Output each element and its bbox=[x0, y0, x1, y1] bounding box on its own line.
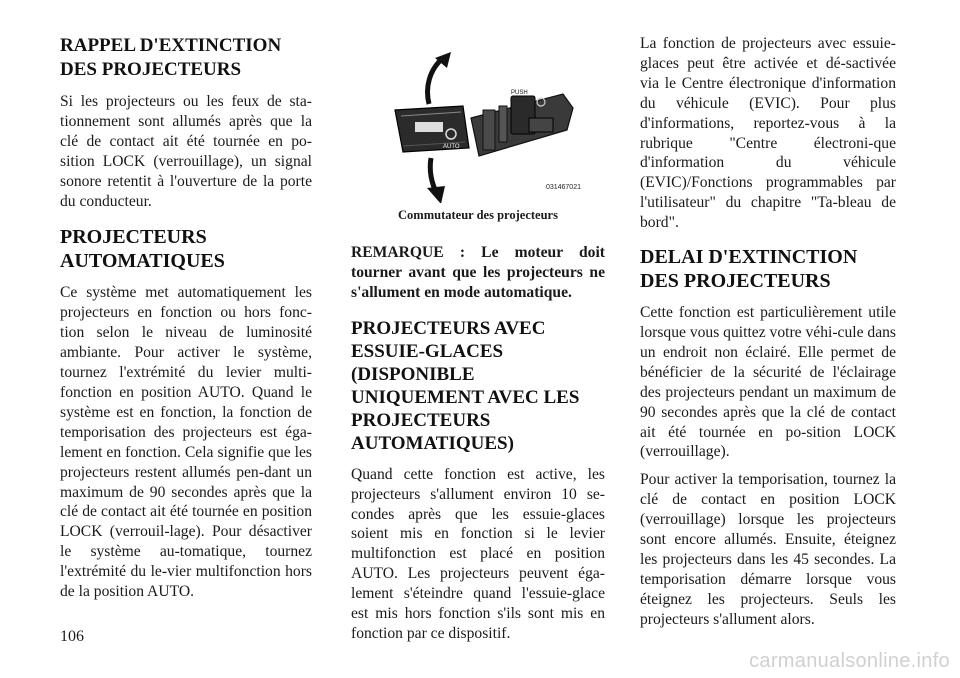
note-engine-running: REMARQUE : Le moteur doit tourner avant que les projecteurs ne s'allument en mode automatique. bbox=[351, 244, 605, 301]
column-right bbox=[640, 34, 896, 638]
heading-headlight-reminder: RAPPEL D'EXTINCTION DES PROJECTEURS bbox=[60, 35, 282, 80]
rotate-arrow-up-icon bbox=[428, 58, 443, 104]
headlight-switch-illustration bbox=[351, 48, 605, 203]
headlight-symbol-icon bbox=[415, 122, 443, 132]
figure-id: 031467021 bbox=[545, 184, 581, 191]
page-number: 106 bbox=[60, 628, 84, 645]
paragraph-activate-delay: Pour activer la temporisation, tournez la clé de contact en position LOCK (verrouillage) lorsque les projecteurs sont encore allumés. Ensuite, éteignez les projecteurs dans les 45 secondes. La temporisation démarre lorsque vous éteignez les projecteurs. Seuls les projecteurs s'allument alors. bbox=[640, 471, 896, 628]
heading-headlight-delay: DELAI D'EXTINCTION DES PROJECTEURS bbox=[640, 246, 858, 293]
headlight-switch-figure bbox=[351, 48, 605, 203]
figure-caption: Commutateur des projecteurs bbox=[398, 208, 558, 222]
paragraph-headlight-reminder: Si les projecteurs ou les feux de sta-tionnement sont allumés après que la clé de contact ait été tournée en po-sition LOCK (verrouillage), un signal sonore retentit à l'ouverture de la porte du conducteur. bbox=[60, 93, 312, 210]
lever-collar bbox=[483, 110, 495, 150]
paragraph-wiper-headlights: Quand cette fonction est active, les projecteurs s'allument environ 10 se-condes après que les essuie-glaces soient mis en fonction si le levier multifonction est placé en position AUTO. Les projecteurs peuvent éga-lement s'éteindre quand l'essuie-glace est mis hors fonction s'ils sont mis en fonction par ce dispositif. bbox=[351, 465, 605, 642]
heading-automatic-headlights: PROJECTEURS AUTOMATIQUES bbox=[60, 226, 225, 273]
column-middle bbox=[351, 28, 605, 652]
column-left bbox=[60, 34, 312, 610]
push-label: PUSH bbox=[511, 90, 528, 96]
auto-label: AUTO bbox=[443, 144, 460, 150]
paragraph-evic: La fonction de projecteurs avec essuie-glaces peut être activée et dé-sactivée via le Centre électronique d'information du véhicule (EVIC). Pour plus d'informations, reportez-vous à la rubrique "Centre électroni-que d'information du véhicule (EVIC)/Fonctions programmables par l'utilisateur" du chapitre "Ta-bleau de bord". bbox=[640, 35, 896, 232]
heading-wiper-headlights: PROJECTEURS AVEC ESSUIE-GLACES (DISPONIBLE UNIQUEMENT AVEC LES PROJECTEURS AUTOMATIQUES) bbox=[351, 317, 580, 454]
arrow-head-down-icon bbox=[427, 186, 445, 203]
paragraph-automatic-headlights: Ce système met automatiquement les projecteurs en fonction ou hors fonc-tion selon le niveau de luminosité ambiante. Pour activer le système, tournez l'extrémité du levier multi-fonction en position AUTO. Quand le système est en fonction, la fonction de temporisation des projecteurs est éga-lement en fonction. Cela signifie que les projecteurs restent allumés pen-dant un maximum de 90 secondes après que la clé de contact ait été tournée en position LOCK (verrouil-lage). Pour désactiver le système au-tomatique, tournez l'extrémité du le-vier multifonction hors de la position AUTO. bbox=[60, 284, 312, 601]
watermark: carmanualsonline.info bbox=[749, 650, 950, 672]
paragraph-headlight-delay: Cette fonction est particulièrement utile lorsque vous quittez votre véhi-cule dans un endroit non éclairé. Elle permet de bénéficier de la sécurité de l'éclairage des projecteurs pendant un maximum de 90 secondes après que la clé de contact ait été tournée en po-sition LOCK (verrouillage). bbox=[640, 304, 896, 461]
